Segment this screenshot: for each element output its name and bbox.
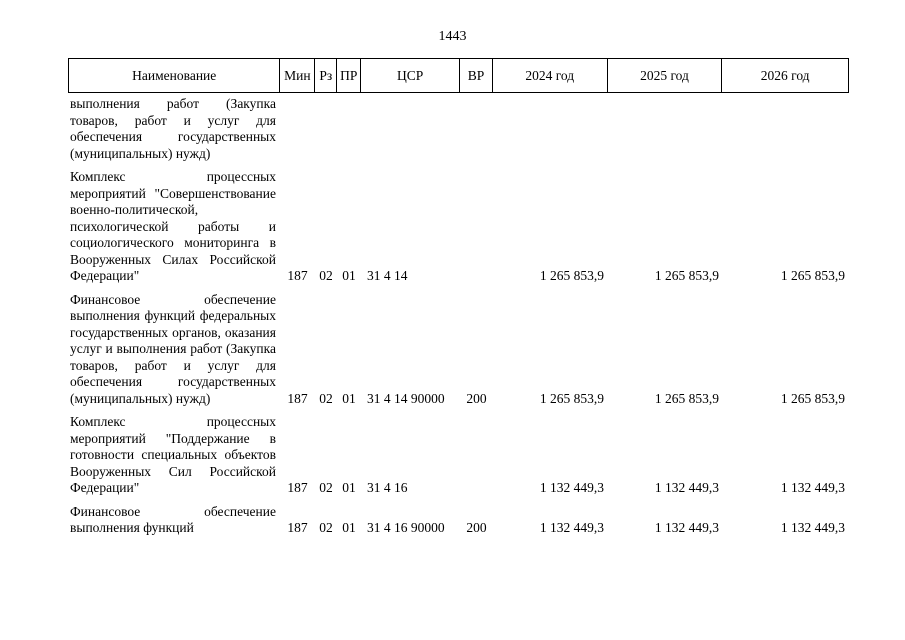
header-csr: ЦСР <box>361 59 460 92</box>
row-2024: 1 265 853,9 <box>539 268 604 283</box>
table-row <box>68 169 849 285</box>
header-2026: 2026 год <box>760 67 810 83</box>
table-row <box>68 414 849 497</box>
row-csr: 31 4 14 <box>367 268 408 283</box>
row-pr: 01 <box>342 480 356 495</box>
row-min: 187 <box>287 268 308 283</box>
row-2024: 1 132 449,3 <box>539 480 604 495</box>
row-rz: 02 <box>319 268 333 283</box>
row-min: 187 <box>287 480 308 495</box>
row-name: Финансовое обеспечение выполнения функций <box>70 503 276 535</box>
row-pr: 01 <box>342 390 356 406</box>
row-vr: 200 <box>466 520 487 535</box>
row-csr: 31 4 16 <box>367 480 408 495</box>
row-2026: 1 132 449,3 <box>780 520 845 535</box>
header-min: Мин <box>280 59 315 92</box>
row-name: Финансовое обеспечение выполнения функций федеральных государственных органов, оказания услуг и выполнения работ (Закупка товаров, работ и услуг для обеспечения государственных (муниципальных) нужд) <box>70 291 276 406</box>
header-name: Наименование <box>69 59 280 92</box>
table-row <box>68 292 849 408</box>
row-csr: 31 4 14 90000 <box>367 390 445 406</box>
header-2025: 2025 год <box>608 59 723 92</box>
row-name: Комплекс процессных мероприятий "Совершенствование военно-политической, психологической работы и социологического мониторинга в Вооруженных Силах Российской Федерации" <box>70 169 276 283</box>
table-row <box>68 96 849 162</box>
row-csr: 31 4 16 90000 <box>367 520 445 535</box>
row-min: 187 <box>287 390 308 406</box>
row-rz: 02 <box>319 390 333 406</box>
header-rz: Рз <box>315 59 337 92</box>
table-body <box>68 96 849 537</box>
row-pr: 01 <box>342 520 356 535</box>
row-pr: 01 <box>342 268 356 283</box>
row-2026: 1 132 449,3 <box>780 480 845 495</box>
row-2026: 1 265 853,9 <box>780 268 845 283</box>
row-2025: 1 132 449,3 <box>654 480 719 495</box>
table-header <box>68 58 849 93</box>
row-2025: 1 132 449,3 <box>654 520 719 535</box>
row-min: 187 <box>287 520 308 535</box>
header-vr: ВР <box>460 59 493 92</box>
row-rz: 02 <box>319 520 333 535</box>
row-2026: 1 265 853,9 <box>780 390 845 406</box>
header-2024: 2024 год <box>493 59 608 92</box>
page-number: 1443 <box>438 29 467 44</box>
row-2024: 1 132 449,3 <box>539 520 604 535</box>
header-pr: ПР <box>337 59 361 92</box>
table-row <box>68 504 849 537</box>
row-rz: 02 <box>319 480 333 495</box>
row-2024: 1 265 853,9 <box>539 390 604 406</box>
row-vr: 200 <box>466 390 487 406</box>
row-name: Комплекс процессных мероприятий "Поддержание в готовности специальных объектов Вооруженных Сил Российской Федерации" <box>70 414 276 495</box>
row-2025: 1 265 853,9 <box>654 390 719 406</box>
budget-table <box>68 58 849 537</box>
row-2025: 1 265 853,9 <box>654 268 719 283</box>
row-name: выполнения работ (Закупка товаров, работ и услуг для обеспечения государственных (муниципальных) нужд) <box>70 96 276 161</box>
